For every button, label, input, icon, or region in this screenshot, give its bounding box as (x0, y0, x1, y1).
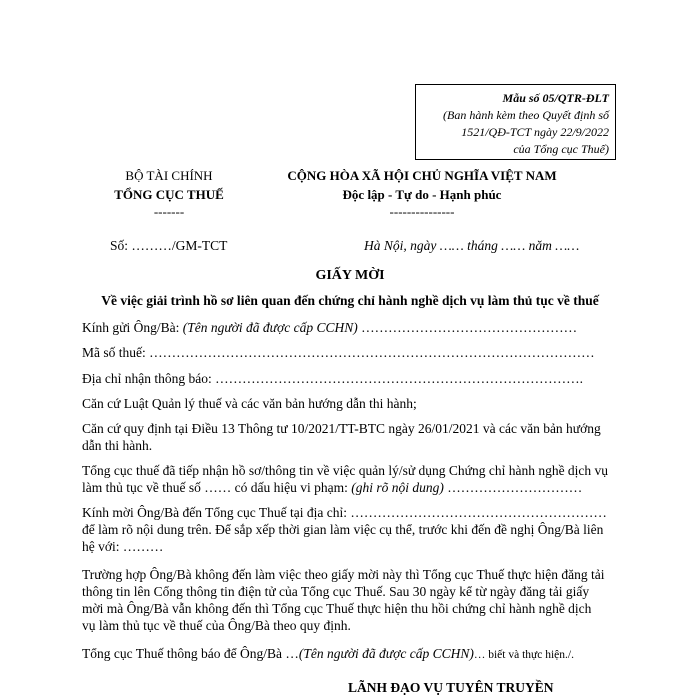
form-code: Mẫu số 05/QTR-ĐLT (502, 91, 609, 105)
basis-circular-line2: dẫn thi hành. (82, 438, 153, 453)
department-name: TỔNG CỤC THUẾ (114, 187, 224, 202)
nation-title: CỘNG HÒA XÃ HỘI CHỦ NGHĨA VIỆT NAM (287, 168, 557, 183)
nation-motto: Độc lập - Tự do - Hạnh phúc (342, 187, 502, 202)
violation-dots: ………………………… (443, 480, 583, 495)
violation-line1: Tổng cục thuế đã tiếp nhận hồ sơ/thông tin về việc quản lý/sử dụng Chứng chỉ hành nghề dịch vụ (82, 463, 609, 478)
agency-divider: ------- (153, 204, 185, 219)
violation-paragraph (82, 462, 622, 496)
national-header (262, 166, 582, 220)
invitation-line2: để làm rõ nội dung trên. Để sắp xếp thời gian làm việc cụ thể, trước khi đến đề nghị Ông/Bà liên (82, 522, 604, 537)
recipient-line (82, 320, 577, 336)
notice-line (82, 646, 574, 662)
notice-text: Tổng cục Thuế thông báo để Ông/Bà … (82, 646, 299, 661)
form-issued-line3: của Tổng cục Thuế) (513, 142, 609, 156)
consequence-paragraph (82, 566, 622, 634)
consequence-line4: vụ làm thủ tục về thuế của Ông/Bà theo quy định. (82, 618, 351, 633)
recipient-dots: ………………………………………… (357, 320, 578, 335)
document-title: GIẤY MỜI (315, 268, 385, 283)
form-issued-line2: 1521/QĐ-TCT ngày 22/9/2022 (461, 125, 609, 139)
address-line: Địa chỉ nhận thông báo: ………………………………………………………………………. (82, 371, 583, 386)
recipient-hint: (Tên người đã được cấp CCHN) (182, 320, 358, 335)
notice-ending: … biết và thực hiện./. (473, 649, 574, 661)
ministry-name: BỘ TÀI CHÍNH (125, 168, 213, 183)
form-code-box (415, 84, 616, 160)
invitation-line1: Kính mời Ông/Bà đến Tổng cục Thuế tại địa chỉ: ………………………………………………… (82, 505, 607, 520)
consequence-line3: mời mà Ông/Bà vẫn không đến thì Tổng cục Thuế thực hiện thu hồi chứng chỉ hành nghề dịch (82, 601, 592, 616)
recipient-label: Kính gửi Ông/Bà: (82, 320, 180, 335)
signature-title: LÃNH ĐẠO VỤ TUYÊN TRUYỀN (348, 680, 554, 695)
document-date: Hà Nội, ngày …… tháng …… năm …… (364, 238, 580, 253)
tax-code-line: Mã số thuế: ……………………………………………………………………………………… (82, 345, 595, 360)
nation-divider: --------------- (389, 204, 455, 219)
violation-line2-text: làm thủ tục về thuế số …… có dấu hiệu vi phạm: (82, 480, 352, 495)
invitation-line3: hệ với: ……… (82, 539, 164, 554)
consequence-line1: Trường hợp Ông/Bà không đến làm việc theo giấy mời này thì Tổng cục Thuế thực hiện đăng tải (82, 567, 605, 582)
notice-hint: (Tên người đã được cấp CCHN) (298, 646, 474, 661)
document-subject: Về việc giải trình hồ sơ liên quan đến chứng chỉ hành nghề dịch vụ làm thủ tục về thuế (101, 293, 599, 308)
invitation-paragraph (82, 504, 622, 555)
basis-circular-line1: Căn cứ quy định tại Điều 13 Thông tư 10/2021/TT-BTC ngày 26/01/2021 và các văn bản hướng (82, 421, 601, 436)
form-issued-line1: (Ban hành kèm theo Quyết định số (443, 108, 609, 122)
violation-hint: (ghi rõ nội dung) (351, 480, 444, 495)
consequence-line2: thông tin lên Cổng thông tin điện tử của Tổng cục Thuế. Sau 30 ngày kể từ ngày đăng tải giấy (82, 584, 590, 599)
agency-header (84, 166, 254, 220)
basis-law-line: Căn cứ Luật Quản lý thuế và các văn bản hướng dẫn thi hành; (82, 396, 417, 411)
violation-line2 (82, 479, 622, 496)
document-number: Số: ………/GM-TCT (110, 238, 228, 253)
basis-circular-paragraph (82, 420, 622, 454)
